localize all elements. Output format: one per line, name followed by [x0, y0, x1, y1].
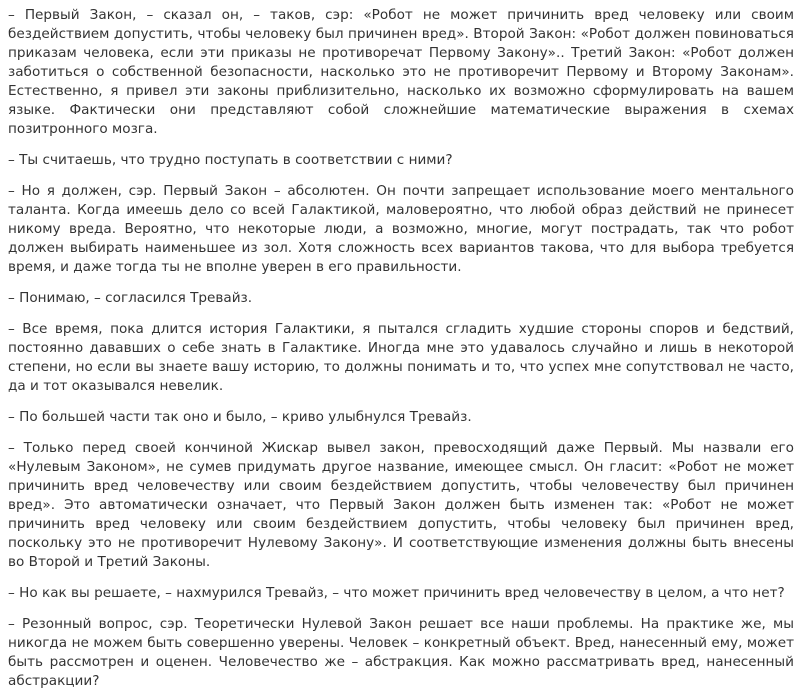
paragraph-first-law: – Первый Закон, – сказал он, – таков, сэр: «Робот не может причинить вред человеку или своим бездействием допустить, чтобы человеку был причинен вред». Второй Закон: «Робот должен повиноваться приказам человека, если эти приказы не противоречат Первому Закону».. Третий Закон: «Робот должен заботиться о собственной безопасности, насколько это не противоречит Первому и Второму Законам». Естественно, я привел эти законы приблизительно, насколько их возможно сформулировать на вашем языке. Фактически они представляют собой сложнейшие математические выражения в схемах позитронного мозга.: [8, 7, 794, 137]
paragraph-question-difficult: – Ты считаешь, что трудно поступать в соответствии с ними?: [8, 152, 453, 168]
paragraph-how-decide: – Но как вы решаете, – нахмурился Тревайз, – что может причинить вред человечеству в целом, а что нет?: [8, 585, 785, 601]
paragraph-galaxy-history: – Все время, пока длится история Галактики, я пытался сгладить худшие стороны споров и бедствий, постоянно дававших о себе знать в Галактике. Иногда мне это удавалось случайно и лишь в некоторой степени, но если вы знаете вашу историю, то должны понимать и то, что успех мне сопутствовал не часто, да и тот оказывался невелик.: [8, 321, 794, 394]
paragraph-understand: – Понимаю, – согласился Тревайз.: [8, 290, 253, 306]
paragraph-must-comply: – Но я должен, сэр. Первый Закон – абсолютен. Он почти запрещает использование моего ментального таланта. Когда имеешь дело со всей Галактикой, маловероятно, что любой образ действий не принесет никому вреда. Вероятно, что некоторые люди, а возможно, многие, могут пострадать, так что робот должен выбирать наименьшее из зол. Хотя сложность всех вариантов такова, что для выбора требуется время, и даже тогда ты не вполне уверен в его правильности.: [8, 183, 794, 275]
paragraph-wry-smile: – По большей части так оно и было, – криво улыбнулся Тревайз.: [8, 409, 472, 425]
paragraph-zeroth-law: – Только перед своей кончиной Жискар вывел закон, превосходящий даже Первый. Мы назвали его «Нулевым Законом», не сумев придумать другое название, имеющее смысл. Он гласит: «Робот не может причинить вред человечеству или своим бездействием допустить, чтобы человечеству был причинен вред». Это автоматически означает, что Первый Закон должен быть изменен так: «Робот не может причинить вред человеку или своим бездействием допустить, чтобы человеку был причинен вред, поскольку это не противоречит Нулевому Закону». И соответствующие изменения должны быть внесены во Второй и Третий Законы.: [8, 440, 794, 570]
paragraph-reasonable-question: – Резонный вопрос, сэр. Теоретически Нулевой Закон решает все наши проблемы. На практике же, мы никогда не можем быть совершенно уверены. Человек – конкретный объект. Вред, нанесенный ему, может быть рассмотрен и оценен. Человечество же – абстракция. Как можно рассматривать вред, нанесенный абстракции?: [8, 616, 794, 689]
